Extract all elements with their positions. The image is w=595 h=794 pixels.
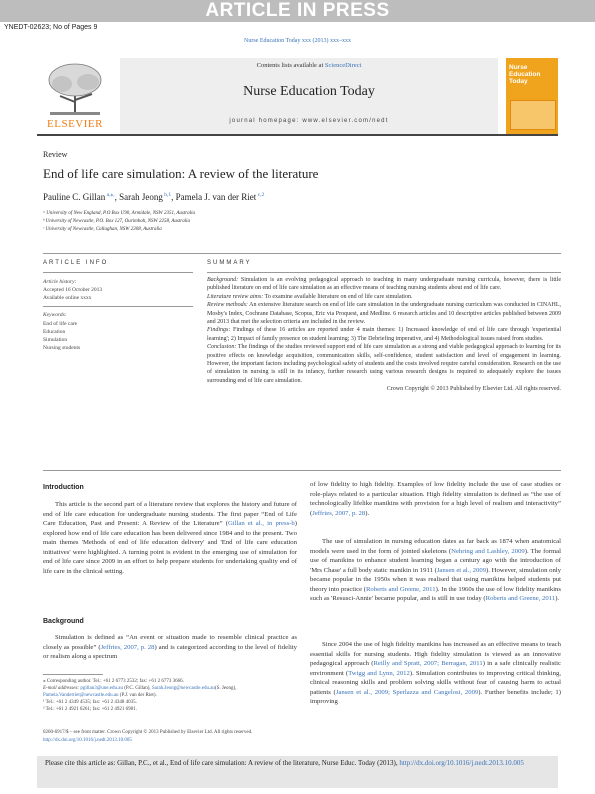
manuscript-id: YNEDT-02623; No of Pages 9 — [4, 24, 98, 31]
doi-link[interactable]: http://dx.doi.org/10.1016/j.nedt.2013.10.005 — [43, 738, 132, 743]
author-name[interactable]: Pamela J. van der Riet — [175, 192, 257, 202]
citation-link[interactable]: Jeffries, 2007, p. 28 — [100, 643, 155, 651]
header-divider — [37, 134, 558, 136]
footnotes — [43, 678, 297, 713]
introduction-heading: Introduction — [43, 484, 84, 491]
background-text: Simulation is an evolving pedagogical approach to teaching in many undergraduate nursing curricula, however, there is little published literature on end of life care simulation as an effective means of teaching nursing students about end of life care. — [207, 277, 561, 292]
right-column-paragraph — [310, 480, 561, 518]
contents-line — [120, 62, 498, 69]
corresponding-footnote: ⁎ Corresponding author. Tel.: +61 2 6773 2532; fax: +61 2 6773 3666. — [43, 679, 184, 684]
email-link[interactable]: Sarah.Jeong@newcastle.edu.au — [151, 686, 215, 691]
online-date: Available online xxxx — [43, 295, 92, 301]
journal-homepage[interactable]: journal homepage: www.elsevier.com/nedt — [229, 118, 389, 124]
body-text: ). — [365, 509, 370, 517]
citation-prefix: Please cite this article as: Gillan, P.C., et al., End of life care simulation: A review of the literature, Nurse Educ. Today (2013), — [45, 759, 400, 767]
methods-text: An extensive literature search on end of life care simulation in the undergraduate nursing curriculum was conducted in CINAHL, Mosby's Index, Cochrane Database, Scopus, Eric via Proquest, and Medline. 6 research articles and 10 descriptive articles published between 2009 and 2013 that met the selection criteria are included in the review. — [207, 302, 561, 326]
accepted-date: Accepted 16 October 2013 — [43, 287, 103, 293]
issn-line: 0260-6917/$ – see front matter. Crown Copyright © 2013 Published by Elsevier Ltd. All rights reserved. — [43, 730, 253, 735]
citation-doi-link[interactable]: http://dx.doi.org/10.1016/j.nedt.2013.10.005 — [399, 759, 524, 767]
article-type: Review — [43, 150, 68, 159]
keywords-divider — [43, 306, 193, 307]
elsevier-wordmark: ELSEVIER — [47, 118, 103, 130]
aim-label: Literature review aims: — [207, 293, 264, 300]
article-title: End of life care simulation: A review of the literature — [43, 166, 319, 181]
cover-image — [510, 100, 556, 130]
body-text: ). The formal use of manikins to enhance student learning began a century ago with the introduction of 'Mrs Chase' a full body static manikin in 1911 ( — [310, 547, 561, 574]
intro-text: This article is the second part of a literature review that explores the history and future of end of life care education for undergraduate nursing students. The first paper “End of Life Care Education, Past and Present: A Review of the Literature” ( — [43, 501, 297, 527]
aim-text: To examine available literature on end of life care simulation. — [263, 293, 413, 300]
journal-reference[interactable]: Nurse Education Today xxx (2013) xxx–xxx — [244, 38, 351, 44]
copyright-line: Crown Copyright © 2013 Published by Elsevier Ltd. All rights reserved. — [386, 386, 561, 393]
author-affil-mark[interactable]: b,1 — [162, 192, 172, 198]
abstract-divider — [43, 470, 561, 471]
keyword: End of life care — [43, 321, 78, 327]
sciencedirect-link[interactable]: ScienceDirect — [324, 62, 362, 69]
keyword: Simulation — [43, 337, 68, 343]
email-owner: (S. Jeong), — [214, 686, 237, 691]
background-label: Background: — [207, 277, 239, 283]
email-owner: (P.J. van der Riet). — [118, 693, 157, 698]
body-text: ). — [555, 595, 560, 602]
right-column-paragraph — [310, 640, 561, 707]
body-text: ). Further benefits include; 1) improving — [310, 688, 561, 705]
email-link[interactable]: pgillan3@une.edu.au — [80, 686, 123, 691]
findings-label: Findings: — [207, 327, 231, 334]
background-body: ) and is categorized according to the level of fidelity or realism along a spectrum — [43, 643, 298, 660]
email-owner: (P.C. Gillan), — [122, 686, 152, 691]
citation-link[interactable]: Jansen et al., 2009 — [436, 566, 487, 574]
email-link[interactable]: Pamela.Vanderriet@newcastle.edu.au — [43, 693, 119, 698]
body-text: ). However, simulation only became popular in the 1950s when it was realised that using manikins helped students put theory into practice ( — [310, 566, 562, 593]
summary-divider — [207, 272, 561, 273]
methods-label: Review methods: — [207, 302, 248, 309]
keyword: Education — [43, 329, 66, 335]
journal-title: Nurse Education Today — [243, 84, 375, 99]
affiliation: ᶜ University of Newcastle, Callaghan, NSW 2308, Australia — [43, 227, 162, 232]
citation-link[interactable]: Nehring and Lashley, 2009 — [451, 547, 525, 555]
introduction-paragraph — [43, 500, 297, 576]
author-name[interactable]: Sarah Jeong — [119, 192, 163, 202]
body-text: ). Simulation contributes to improving critical thinking, clinical reasoning skills and problem solving skills without fear of causing harm to actual patients ( — [310, 669, 561, 696]
footnote-divider — [43, 674, 103, 675]
citation-link[interactable]: Gillan et al., in press-b — [227, 520, 295, 527]
background-heading: Background — [43, 618, 84, 625]
history-label: Article history: — [43, 279, 77, 285]
citation-link[interactable]: Jansen et al., 2009; Sperlazza and Cangelosi, 2009 — [335, 688, 479, 696]
body-text: Since 2004 the use of high fidelity manikins has increased as an effective means to teach essential skills for nursing students. High fidelity simulation is viewed as an innovative pedagogical approach ( — [310, 641, 561, 667]
author-separator: , — [171, 192, 176, 202]
banner-label: ARTICLE IN PRESS — [205, 0, 390, 21]
email-label: E-mail addresses: — [43, 686, 81, 691]
tel-footnote: ² Tel.: +61 2 4921 6261; fax: +61 2 4921 6981. — [43, 707, 137, 712]
findings-text: Findings of these 16 articles are reported under 4 main themes: 1) Increased knowledge of end of life care through 'experiential learning'; 2) Impact of family presence on student learning; 3) The Debriefing imperative, and 4) Methodological issues raised from studies. — [207, 327, 561, 342]
citation-text — [45, 758, 555, 768]
summary-heading: SUMMARY — [207, 260, 252, 266]
author-list — [43, 192, 264, 202]
right-column-paragraph — [310, 537, 561, 604]
conclusion-text: The findings of the studies reviewed support end of life care simulation as a strong and viable pedagogical approach to learning for its positive effects on knowledge acquisition, communication skills, self-confidence, student satisfaction and level of engagement in learning. However, the important factors including psychological safety of students and the costs involved require careful consideration. Research on the use of simulation in nursing is still in its infancy, further research using various research designs is required to adequately explore the issues surrounding end of life care simulation. — [207, 344, 561, 384]
title-divider — [43, 253, 561, 254]
body-text: The use of simulation in nursing education dates as far back as 1874 when anatomical models were used in the form of jointed skeletons ( — [310, 538, 561, 555]
doi-line — [43, 737, 561, 744]
article-info-heading: ARTICLE INFO — [43, 260, 109, 266]
contents-prefix: Contents lists available at — [256, 62, 325, 69]
email-footnote — [43, 685, 297, 699]
cover-title: Nurse Education Today — [509, 64, 541, 85]
author-separator: , — [114, 192, 120, 202]
author-affil-mark[interactable]: a,⁎, — [105, 192, 115, 198]
citation-link[interactable]: Twigg and Lynn, 2012 — [348, 669, 410, 677]
abstract-text — [207, 276, 561, 394]
background-paragraph — [43, 633, 297, 662]
conclusion-label: Conclusion: — [207, 344, 237, 351]
citation-link[interactable]: Roberts and Greene, 2011 — [485, 595, 556, 602]
affiliation: ᵇ University of Newcastle, P.O. Box 127, Ourimbah, NSW 2258, Australia — [43, 219, 190, 224]
citation-link[interactable]: Jeffries, 2007, p. 28 — [312, 509, 366, 517]
article-info-divider — [43, 272, 193, 273]
body-text: ) in a safe clinically realistic environment ( — [310, 660, 561, 677]
background-body: Simulation is defined as “An event or situation made to resemble clinical practice as closely as possible” ( — [43, 634, 297, 651]
citation-link[interactable]: Roberts and Greene, 2011 — [365, 585, 436, 593]
citation-link[interactable]: Reilly and Spratt, 2007; Berragan, 2011 — [373, 660, 483, 667]
keywords-label: Keywords: — [43, 312, 67, 318]
author-name[interactable]: Pauline C. Gillan — [43, 192, 106, 202]
body-text: ). In the 1960s the use of low fidelity manikins such as 'Resusci-Annie' became popular, and is still in use today ( — [310, 585, 562, 602]
affiliation: ᵃ University of New England, P.O Box U90, Armidale, NSW 2351, Australia — [43, 211, 195, 216]
author-affil-mark[interactable]: c,2 — [256, 192, 265, 198]
keyword: Nursing students — [43, 345, 81, 351]
body-text: of low fidelity to high fidelity. Examples of low fidelity include the use of case studies or role-plays related to a particular situation. High fidelity simulation is defined as “the use of technologically lifelike manikins with provision for a high level of realism and interactivity” ( — [310, 481, 561, 517]
tel-footnote: ¹ Tel.: +61 2 4349 4535; fax: +61 2 4348 4035. — [43, 700, 137, 705]
intro-text: ) explored how end of life care education has been delivered since 1984 and to the present. Two main themes 'Methods of end of life education delivery' and 'End of life care education initiatives' were highlighted. A turning point is evident in the emerging use of simulation for end of life care since 2009 in an effort to help prepare students for undertaking quality end of life care in the clinical setting. — [43, 520, 297, 575]
